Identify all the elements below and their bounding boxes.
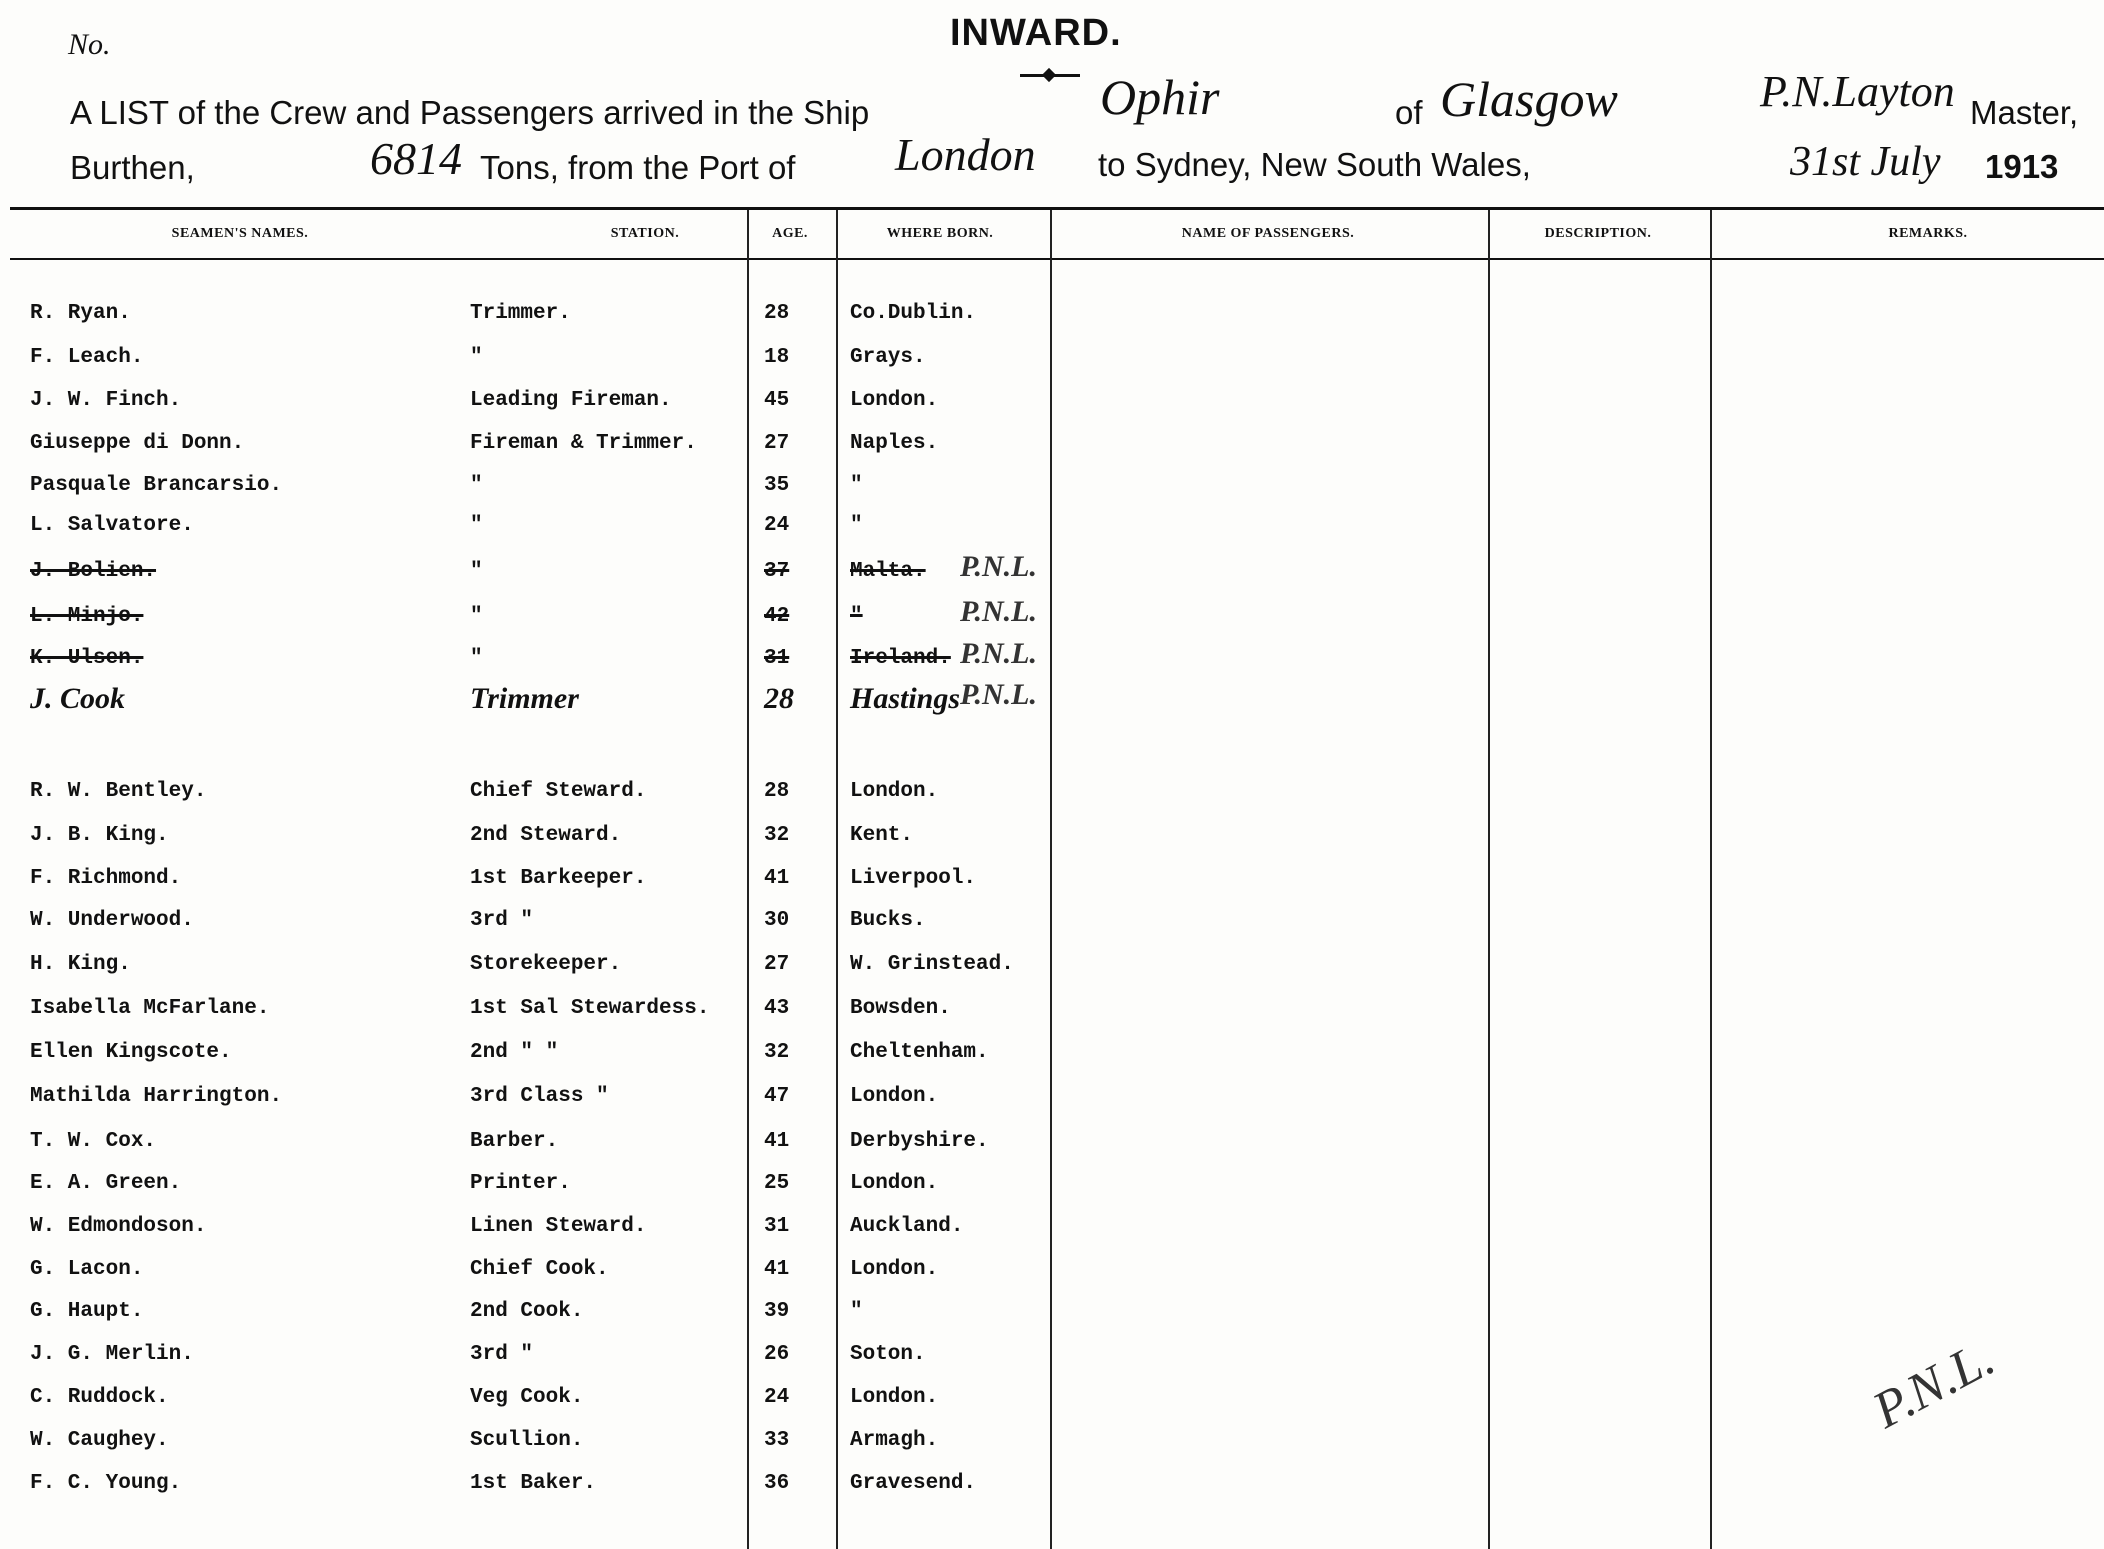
seaman-name: W. Edmondoson. xyxy=(30,1215,207,1238)
seaman-station: 2nd " " xyxy=(470,1041,559,1064)
seaman-name: W. Caughey. xyxy=(30,1429,169,1452)
seaman-age: 45 xyxy=(764,389,790,412)
crew-row xyxy=(0,1172,1060,1202)
seaman-station: Veg Cook. xyxy=(470,1386,584,1409)
seaman-birthplace: London. xyxy=(850,1085,939,1108)
seaman-station: 1st Barkeeper. xyxy=(470,867,647,890)
header-rule xyxy=(10,258,2104,260)
seaman-birthplace: Cheltenham. xyxy=(850,1041,989,1064)
seaman-name: R. Ryan. xyxy=(30,302,131,325)
seaman-name: J. W. Finch. xyxy=(30,389,182,412)
port-of-registry: Glasgow xyxy=(1440,71,1618,127)
seaman-age: 47 xyxy=(764,1085,790,1108)
from-port: London xyxy=(895,129,1036,180)
master-name: P.N.Layton xyxy=(1760,67,1955,116)
seaman-name: F. C. Young. xyxy=(30,1472,182,1495)
seaman-birthplace: London. xyxy=(850,780,939,803)
crew-row xyxy=(0,595,1060,635)
date: 31st July xyxy=(1790,139,1941,185)
seaman-age: 26 xyxy=(764,1343,790,1366)
ship-name: Ophir xyxy=(1100,69,1220,125)
seaman-station: " xyxy=(470,560,483,583)
seaman-birthplace: Ireland. xyxy=(850,647,951,670)
seaman-birthplace: Bowsden. xyxy=(850,997,951,1020)
crew-row xyxy=(0,1085,1060,1115)
destination-text: to Sydney, New South Wales, xyxy=(1098,146,1531,183)
seaman-age: 28 xyxy=(764,780,790,803)
seaman-station: Linen Steward. xyxy=(470,1215,647,1238)
seaman-age: 37 xyxy=(764,560,790,583)
seaman-age: 31 xyxy=(764,647,790,670)
seaman-birthplace: Naples. xyxy=(850,432,939,455)
seaman-name: E. A. Green. xyxy=(30,1172,182,1195)
seaman-station: " xyxy=(470,647,483,670)
seaman-station: Storekeeper. xyxy=(470,953,622,976)
correction-initials: P.N.L. xyxy=(960,637,1037,670)
col-description: DESCRIPTION. xyxy=(1544,226,1652,241)
seaman-birthplace: London. xyxy=(850,389,939,412)
crew-row xyxy=(0,637,1060,677)
seaman-birthplace: London. xyxy=(850,1172,939,1195)
seaman-name: G. Lacon. xyxy=(30,1258,144,1281)
seaman-age: 25 xyxy=(764,1172,790,1195)
seaman-name: J. Bolien. xyxy=(30,560,157,583)
crew-row xyxy=(0,867,1060,897)
seaman-age: 42 xyxy=(764,605,790,628)
crew-row xyxy=(0,474,1060,504)
crew-row xyxy=(0,514,1060,544)
col-remarks: REMARKS. xyxy=(1888,226,1968,241)
crew-row xyxy=(0,678,1060,718)
seaman-station: " xyxy=(470,474,483,497)
crew-row xyxy=(0,1258,1060,1288)
seaman-name: J. B. King. xyxy=(30,824,169,847)
col-station: STATION. xyxy=(610,226,680,241)
col-seamen-names: SEAMEN'S NAMES. xyxy=(171,226,309,241)
seaman-birthplace: " xyxy=(850,1300,863,1323)
seaman-age: 28 xyxy=(764,302,790,325)
seaman-name: Ellen Kingscote. xyxy=(30,1041,232,1064)
seaman-age: 43 xyxy=(764,997,790,1020)
seaman-station: " xyxy=(470,605,483,628)
crew-row xyxy=(0,997,1060,1027)
of-label: of xyxy=(1395,94,1423,131)
seaman-station: 1st Sal Stewardess. xyxy=(470,997,710,1020)
seaman-name: T. W. Cox. xyxy=(30,1130,157,1153)
tonnage: 6814 xyxy=(370,133,462,184)
crew-row xyxy=(0,346,1060,376)
crew-row xyxy=(0,824,1060,854)
crew-row xyxy=(0,1343,1060,1373)
seaman-age: 41 xyxy=(764,1130,790,1153)
seaman-birthplace: Co.Dublin. xyxy=(850,302,977,325)
seaman-name: J. Cook xyxy=(30,682,126,715)
seaman-station: Chief Steward. xyxy=(470,780,647,803)
seaman-station: Fireman & Trimmer. xyxy=(470,432,697,455)
crew-row xyxy=(0,302,1060,332)
seaman-age: 27 xyxy=(764,953,790,976)
seaman-age: 32 xyxy=(764,1041,790,1064)
title-flourish xyxy=(1020,74,1080,77)
seaman-name: L. Minjo. xyxy=(30,605,144,628)
seaman-birthplace: " xyxy=(850,514,863,537)
crew-row xyxy=(0,1041,1060,1071)
seaman-age: 27 xyxy=(764,432,790,455)
seaman-name: Mathilda Harrington. xyxy=(30,1085,283,1108)
seaman-birthplace: London. xyxy=(850,1386,939,1409)
crew-row xyxy=(0,389,1060,419)
burthen-label: Burthen, xyxy=(70,149,195,186)
header-line1-prefix: A LIST of the Crew and Passengers arrived in the Ship xyxy=(70,94,870,131)
seaman-age: 30 xyxy=(764,909,790,932)
seaman-name: W. Underwood. xyxy=(30,909,194,932)
seaman-name: G. Haupt. xyxy=(30,1300,144,1323)
divider-description-remarks xyxy=(1710,210,1712,1549)
seaman-station: Chief Cook. xyxy=(470,1258,609,1281)
seaman-name: H. King. xyxy=(30,953,131,976)
seaman-birthplace: Derbyshire. xyxy=(850,1130,989,1153)
col-where-born: WHERE BORN. xyxy=(886,226,994,241)
seaman-birthplace: Armagh. xyxy=(850,1429,939,1452)
crew-row xyxy=(0,1130,1060,1160)
seaman-age: 39 xyxy=(764,1300,790,1323)
seaman-station: 2nd Cook. xyxy=(470,1300,584,1323)
seaman-age: 24 xyxy=(764,1386,790,1409)
year: 1913 xyxy=(1985,148,2059,185)
seaman-station: 3rd " xyxy=(470,909,534,932)
seaman-age: 32 xyxy=(764,824,790,847)
seaman-age: 41 xyxy=(764,867,790,890)
seaman-name: Giuseppe di Donn. xyxy=(30,432,245,455)
seaman-birthplace: London. xyxy=(850,1258,939,1281)
seaman-age: 36 xyxy=(764,1472,790,1495)
crew-row xyxy=(0,432,1060,462)
seaman-birthplace: Liverpool. xyxy=(850,867,977,890)
crew-row xyxy=(0,909,1060,939)
crew-row xyxy=(0,1300,1060,1330)
seaman-birthplace: W. Grinstead. xyxy=(850,953,1014,976)
seaman-station: Trimmer. xyxy=(470,302,571,325)
crew-row xyxy=(0,1215,1060,1245)
seaman-station: 1st Baker. xyxy=(470,1472,597,1495)
seaman-name: L. Salvatore. xyxy=(30,514,194,537)
seaman-station: Leading Fireman. xyxy=(470,389,672,412)
top-rule xyxy=(10,207,2104,210)
seaman-birthplace: Bucks. xyxy=(850,909,926,932)
seaman-birthplace: Kent. xyxy=(850,824,914,847)
seaman-age: 35 xyxy=(764,474,790,497)
correction-initials: P.N.L. xyxy=(960,595,1037,628)
divider-passengers-description xyxy=(1488,210,1490,1549)
seaman-age: 18 xyxy=(764,346,790,369)
master-label: Master, xyxy=(1970,94,2079,131)
correction-initials: P.N.L. xyxy=(960,678,1037,711)
number-label: No. xyxy=(68,28,111,61)
tons-text: Tons, from the Port of xyxy=(480,149,796,186)
seaman-name: Isabella McFarlane. xyxy=(30,997,270,1020)
seaman-station: Printer. xyxy=(470,1172,571,1195)
seaman-station: 3rd " xyxy=(470,1343,534,1366)
seaman-name: Pasquale Brancarsio. xyxy=(30,474,283,497)
seaman-birthplace: Hastings xyxy=(850,682,961,715)
seaman-name: C. Ruddock. xyxy=(30,1386,169,1409)
seaman-age: 31 xyxy=(764,1215,790,1238)
col-age: AGE. xyxy=(772,226,808,241)
seaman-station: " xyxy=(470,346,483,369)
crew-row xyxy=(0,953,1060,983)
correction-initials: P.N.L. xyxy=(960,550,1037,583)
seaman-birthplace: " xyxy=(850,605,863,628)
col-passengers: NAME OF PASSENGERS. xyxy=(1181,226,1355,241)
seaman-birthplace: Grays. xyxy=(850,346,926,369)
seaman-station: 2nd Steward. xyxy=(470,824,622,847)
crew-row xyxy=(0,1472,1060,1502)
seaman-age: 41 xyxy=(764,1258,790,1281)
page-title: INWARD. xyxy=(950,12,1122,54)
seaman-birthplace: Soton. xyxy=(850,1343,926,1366)
seaman-station: Scullion. xyxy=(470,1429,584,1452)
seaman-station: 3rd Class " xyxy=(470,1085,609,1108)
crew-row xyxy=(0,780,1060,810)
crew-row xyxy=(0,550,1060,590)
seaman-age: 24 xyxy=(764,514,790,537)
crew-row xyxy=(0,1429,1060,1459)
remarks-initials: P.N.L. xyxy=(1864,1329,2004,1440)
seaman-age: 33 xyxy=(764,1429,790,1452)
seaman-name: K. Ulsen. xyxy=(30,647,144,670)
seaman-station: " xyxy=(470,514,483,537)
seaman-name: J. G. Merlin. xyxy=(30,1343,194,1366)
seaman-birthplace: " xyxy=(850,474,863,497)
seaman-birthplace: Auckland. xyxy=(850,1215,964,1238)
seaman-age: 28 xyxy=(764,682,794,715)
seaman-birthplace: Gravesend. xyxy=(850,1472,977,1495)
seaman-name: F. Richmond. xyxy=(30,867,182,890)
seaman-name: F. Leach. xyxy=(30,346,144,369)
seaman-birthplace: Malta. xyxy=(850,560,926,583)
seaman-station: Barber. xyxy=(470,1130,559,1153)
seaman-station: Trimmer xyxy=(470,682,579,715)
crew-row xyxy=(0,1386,1060,1416)
seaman-name: R. W. Bentley. xyxy=(30,780,207,803)
